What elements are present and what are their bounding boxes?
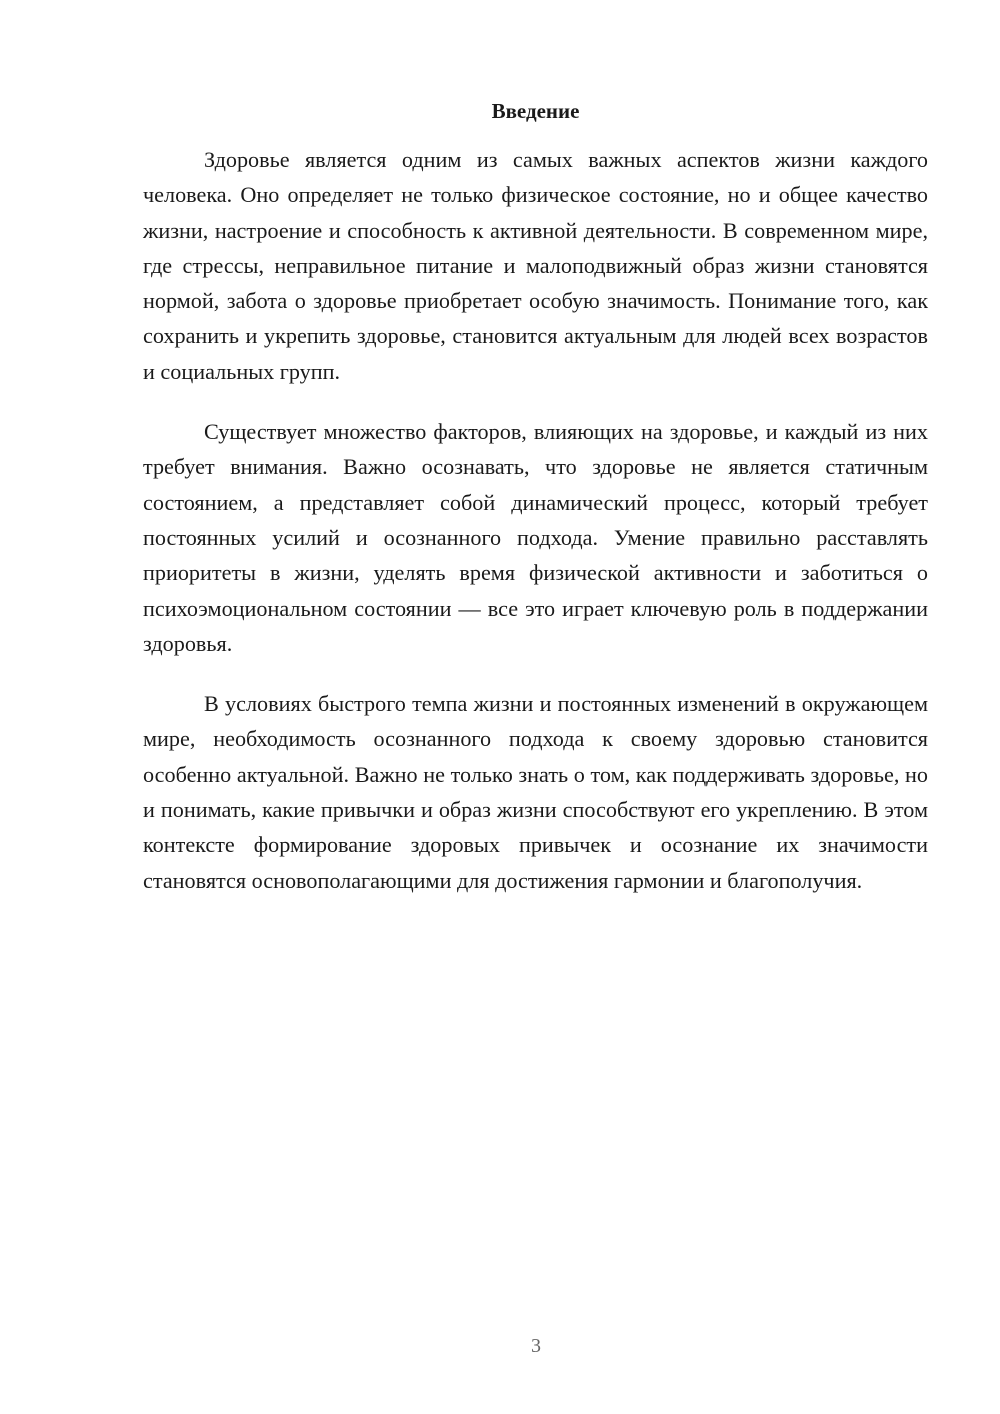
section-heading: Введение [491,99,580,123]
paragraph-2: Существует множество факторов, влияющих на здоровье, и каждый из них требует внимания. Важно осознавать, что здоровье не является статичным состоянием, а представляет собой динамический процесс, который требует постоянных усилий и осознанного подхода. Умение правильно расставлять приоритеты в жизни, уделять время физической активности и заботиться о психоэмоциональном состоянии — все это играет ключевую роль в поддержании здоровья. [143,419,928,656]
page-number: 3 [531,1335,541,1357]
paragraph-1: Здоровье является одним из самых важных аспектов жизни каждого человека. Оно определяет не только физическое состояние, но и общее качество жизни, настроение и способность к активной деятельности. В современном мире, где стрессы, неправильное питание и малоподвижный образ жизни становятся нормой, забота о здоровье приобретает особую значимость. Понимание того, как сохранить и укрепить здоровье, становится актуальным для людей всех возрастов и социальных групп. [143,147,928,384]
paragraph-3: В условиях быстрого темпа жизни и постоянных изменений в окружающем мире, необходимость осознанного подхода к своему здоровью становится особенно актуальной. Важно не только знать о том, как поддерживать здоровье, но и понимать, какие привычки и образ жизни способствуют его укреплению. В этом контексте формирование здоровых привычек и осознание их значимости становятся основополагающими для достижения гармонии и благополучия. [143,691,928,893]
page-content [143,96,928,923]
